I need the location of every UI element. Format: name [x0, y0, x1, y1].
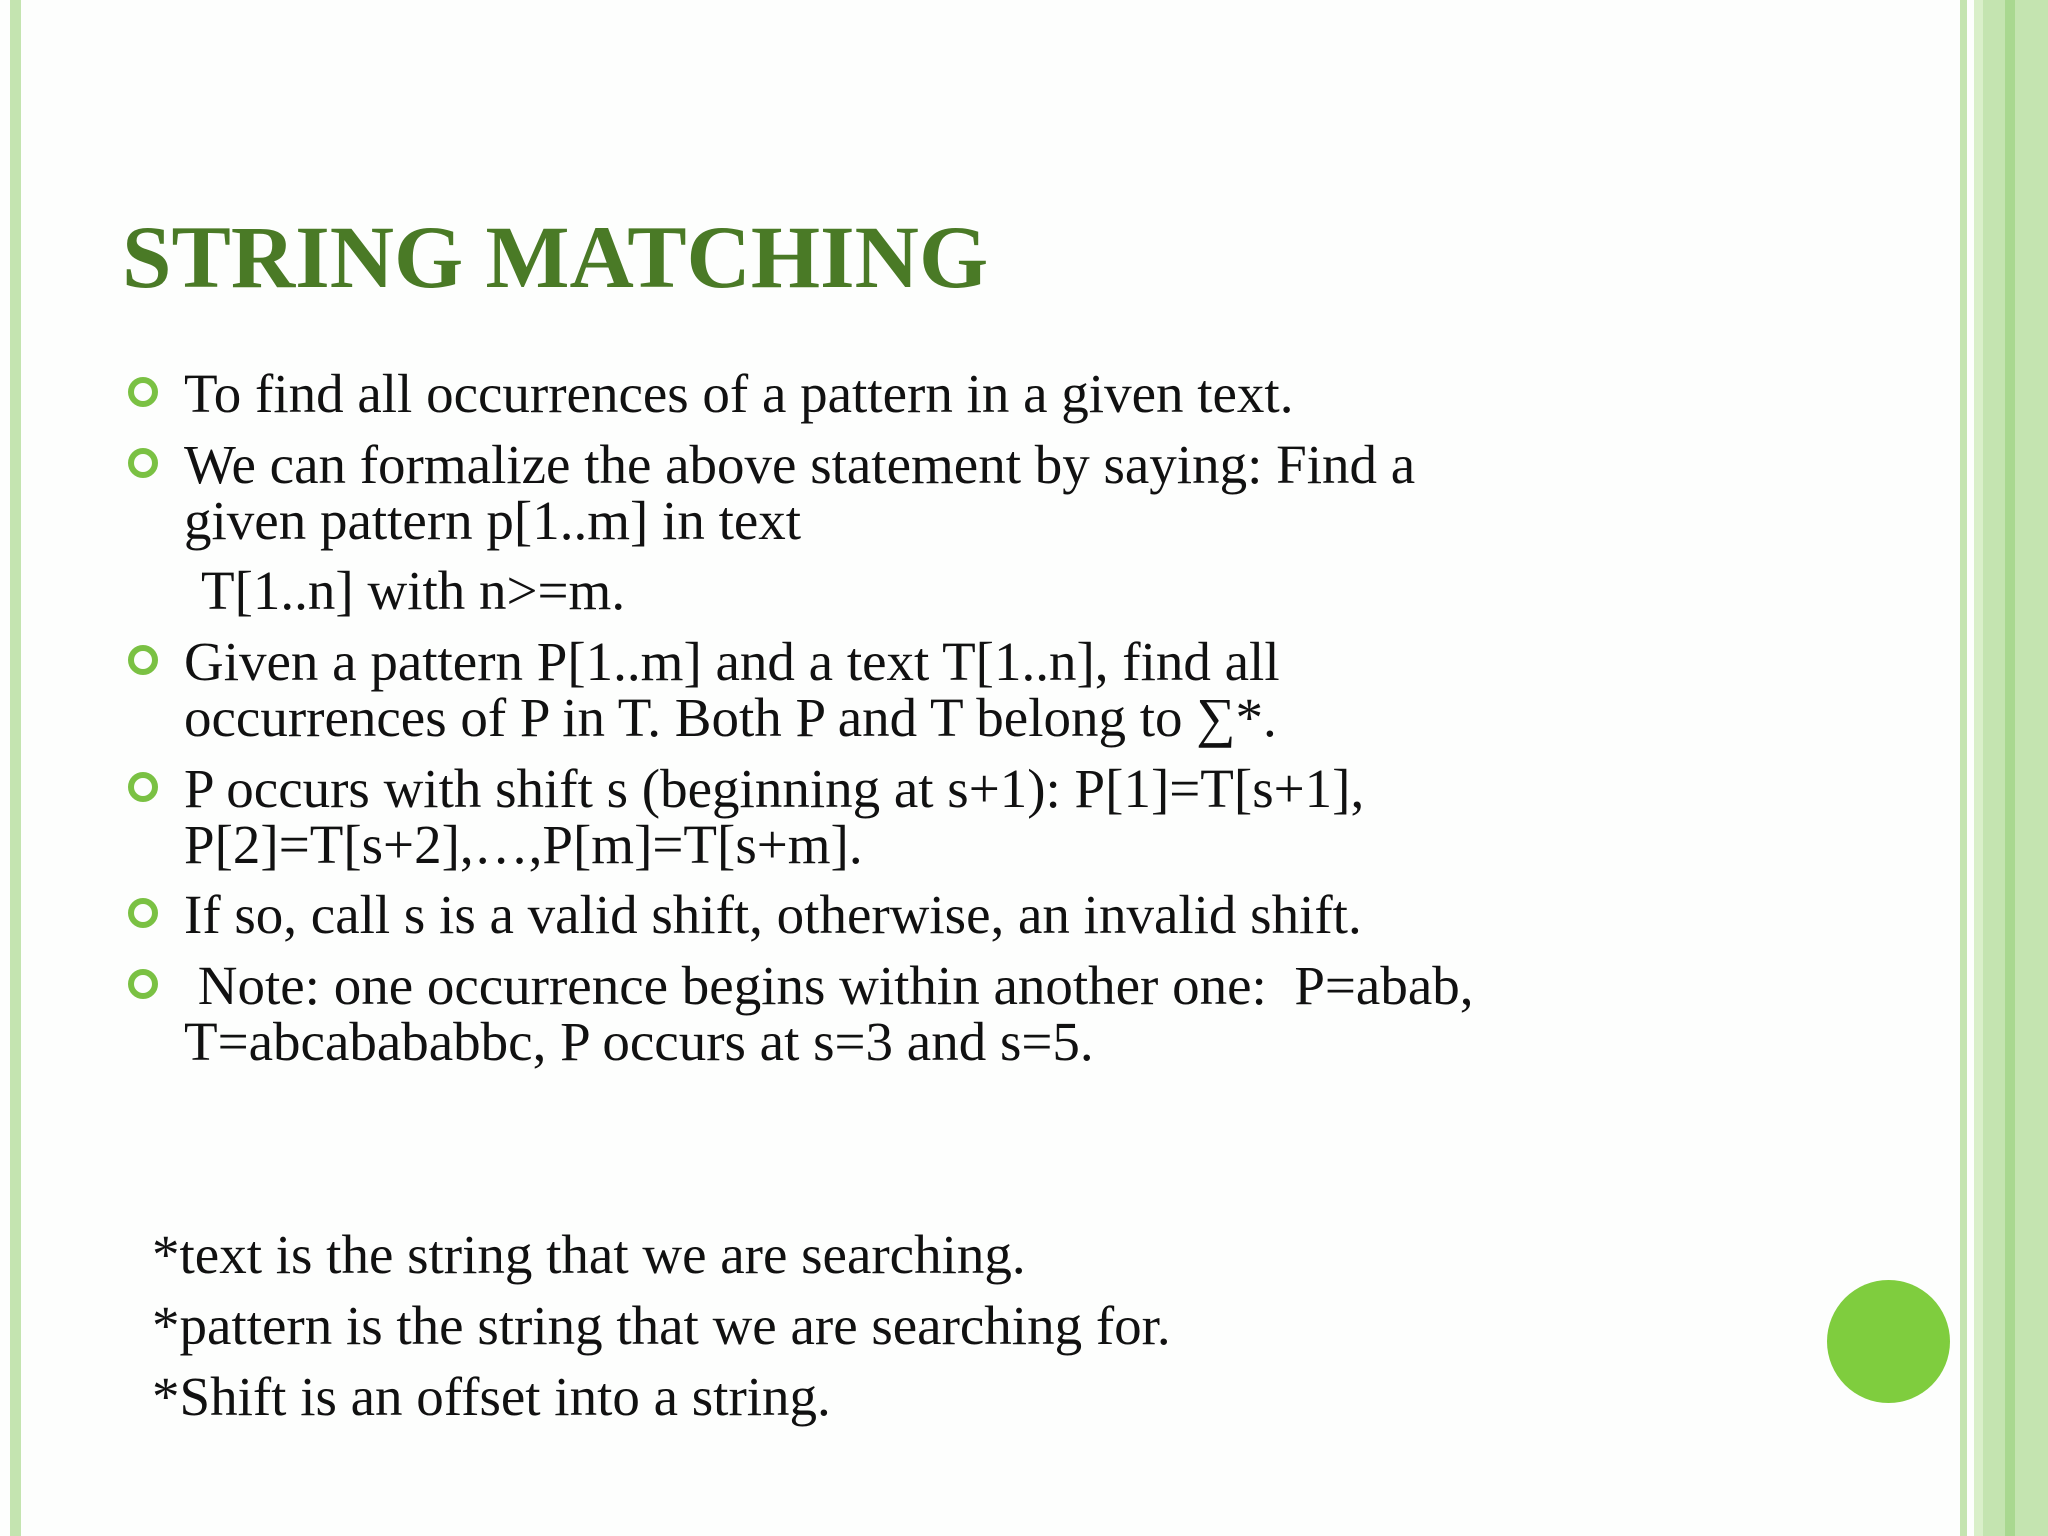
bullet-line: P[2]=T[s+2],…,P[m]=T[s+m].: [184, 814, 863, 875]
bullet-line: T=abcabababbc, P occurs at s=3 and s=5.: [184, 1011, 1094, 1072]
bullet-line: Note: one occurrence begins within another one: P=abab,: [184, 955, 1474, 1016]
bullet-item: [184, 434, 1416, 551]
footnote: *text is the string that we are searching.: [152, 1224, 1026, 1285]
right-decorative-bar: [1983, 0, 2005, 1536]
right-decorative-bar: [1974, 0, 1983, 1536]
right-decorative-bar: [1960, 0, 1967, 1536]
bullet-line: To find all occurrences of a pattern in a given text.: [184, 363, 1294, 424]
hollow-circle-bullet-icon: [128, 448, 158, 478]
bullet-line: P occurs with shift s (beginning at s+1): P[1]=T[s+1],: [184, 758, 1365, 819]
bullet-item: [184, 955, 1474, 1072]
bullet-item: [184, 884, 1362, 945]
bullet-line: We can formalize the above statement by saying: Find a: [184, 434, 1416, 495]
bullet-line: If so, call s is a valid shift, otherwise, an invalid shift.: [184, 884, 1362, 945]
bullet-continuation: T[1..n] with n>=m.: [201, 560, 626, 621]
hollow-circle-bullet-icon: [128, 898, 158, 928]
bullet-line: given pattern p[1..m] in text: [184, 490, 802, 551]
hollow-circle-bullet-icon: [128, 377, 158, 407]
right-decorative-bar: [2005, 0, 2015, 1536]
bullet-line: occurrences of P in T. Both P and T belong to ∑*.: [184, 687, 1277, 748]
footnote: *pattern is the string that we are searching for.: [152, 1295, 1171, 1356]
bullet-item: [184, 758, 1365, 875]
hollow-circle-bullet-icon: [128, 969, 158, 999]
hollow-circle-bullet-icon: [128, 772, 158, 802]
hollow-circle-bullet-icon: [128, 645, 158, 675]
slide-title: STRING MATCHING: [122, 209, 989, 307]
bullet-item: [184, 631, 1280, 748]
bullet-line: Given a pattern P[1..m] and a text T[1..n], find all: [184, 631, 1280, 692]
left-decorative-bar: [10, 0, 21, 1536]
right-decorative-bar: [2015, 0, 2048, 1536]
bullet-item: [184, 363, 1294, 424]
footnote: *Shift is an offset into a string.: [152, 1366, 831, 1427]
green-circle-decoration: [1827, 1280, 1950, 1403]
